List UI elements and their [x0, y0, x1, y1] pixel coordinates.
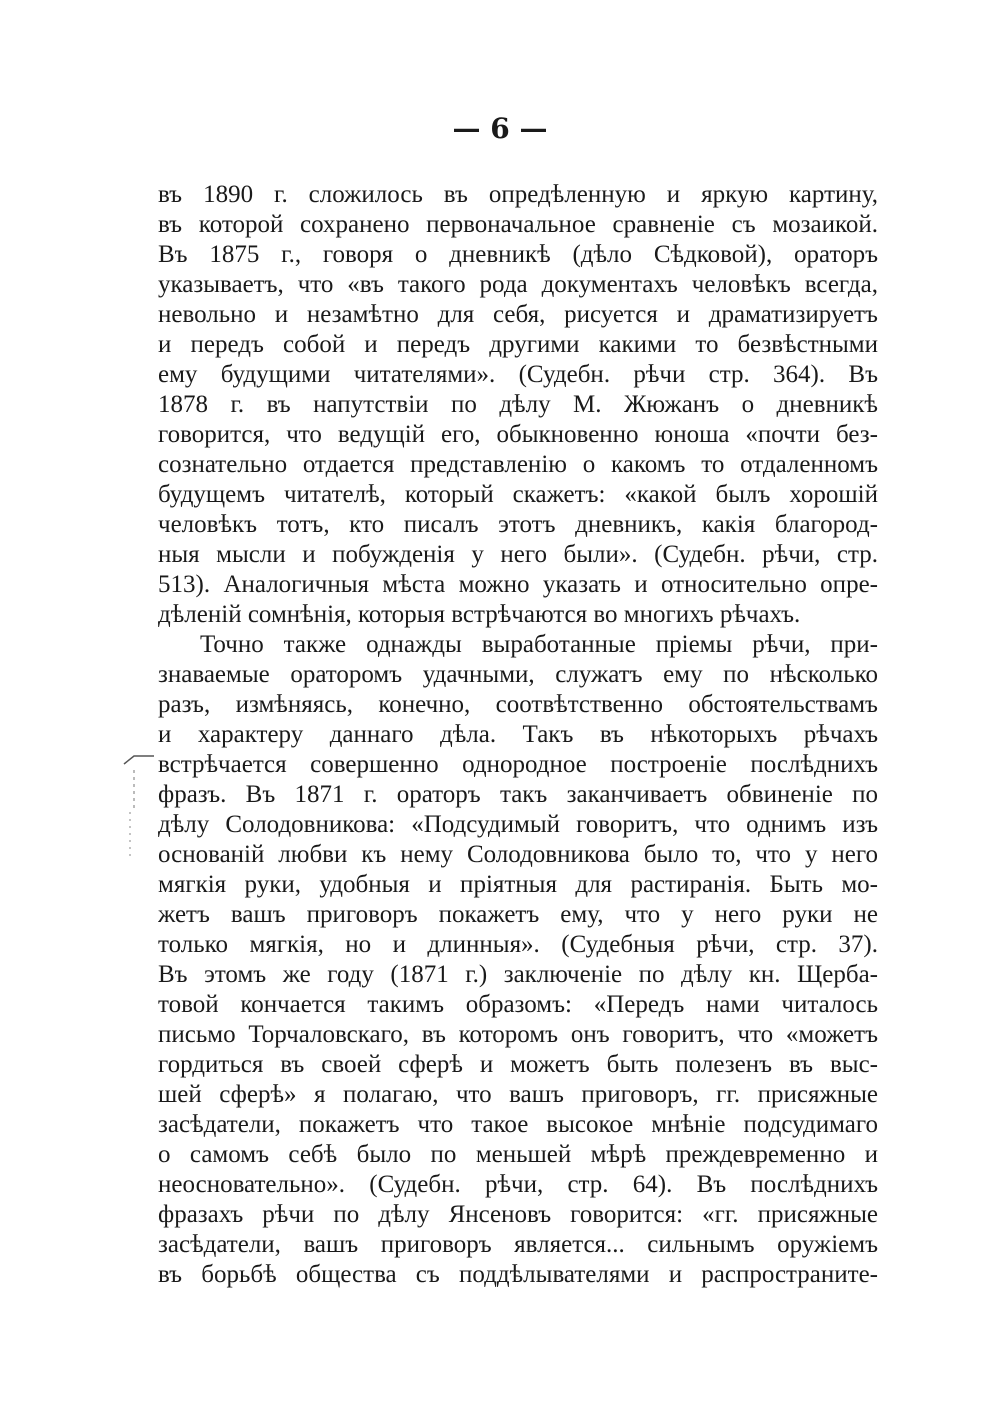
text-line: въ которой сохранено первоначальное сравненіе съ мозаикой. [158, 211, 878, 238]
text-line: товой кончается такимъ образомъ: «Передъ нами читалось [158, 991, 878, 1018]
text-line: фразъ. Въ 1871 г. ораторъ такъ заканчиваетъ обвиненіе по [158, 781, 878, 808]
text-line: 1878 г. въ напутствіи по дѣлу М. Жюжанъ о дневникѣ [158, 391, 878, 418]
text-line: въ борьбѣ общества съ поддѣлывателями и распространите- [158, 1261, 878, 1288]
text-line: засѣдатели, покажетъ что такое высокое мнѣніе подсудимаго [158, 1111, 878, 1138]
text-line: шей сферѣ» я полагаю, что вашъ приговоръ, гг. присяжные [158, 1081, 878, 1108]
text-line: Точно также однажды выработанные пріемы рѣчи, при- [200, 631, 878, 658]
text-line: Въ 1875 г., говоря о дневникѣ (дѣло Сѣдковой), ораторъ [158, 241, 878, 268]
text-line: указываетъ, что «въ такого рода документахъ человѣкъ всегда, [158, 271, 878, 298]
text-line: и характеру даннаго дѣла. Такъ въ нѣкоторыхъ рѣчахъ [158, 721, 878, 748]
text-line: дѣленій сомнѣнія, которыя встрѣчаются во многихъ рѣчахъ. [158, 601, 801, 628]
page-number: — 6 — [452, 112, 548, 145]
text-line: 513). Аналогичныя мѣста можно указать и относительно опре- [158, 571, 878, 598]
margin-bracket-mark [120, 752, 156, 862]
text-line: о самомъ себѣ было по меньшей мѣрѣ преждевременно и [158, 1141, 878, 1168]
text-line: дѣлу Солодовникова: «Подсудимый говоритъ, что однимъ изъ [158, 811, 878, 838]
text-line: фразахъ рѣчи по дѣлу Янсеновъ говорится: «гг. присяжные [158, 1201, 878, 1228]
text-line: и передъ собой и передъ другими какими то безвѣстными [158, 331, 878, 358]
text-line: будущемъ читателѣ, который скажетъ: «какой былъ хорошій [158, 481, 878, 508]
text-line: невольно и незамѣтно для себя, рисуется и драматизируетъ [158, 301, 878, 328]
text-line: засѣдатели, вашъ приговоръ является... сильнымъ оружіемъ [158, 1231, 878, 1258]
text-line: сознательно отдается представленію о какомъ то отдаленномъ [158, 451, 878, 478]
text-line: говорится, что ведущій его, обыкновенно юноша «почти без- [158, 421, 878, 448]
text-line: письмо Торчаловскаго, въ которомъ онъ говоритъ, что «можетъ [158, 1021, 878, 1048]
text-line: знаваемые ораторомъ удачными, служатъ ему по нѣсколько [158, 661, 878, 688]
text-line: жетъ вашъ приговоръ покажетъ ему, что у него руки не [158, 901, 878, 928]
text-line: человѣкъ тотъ, кто писалъ этотъ дневникъ, какія благород- [158, 511, 878, 538]
text-line: въ 1890 г. сложилось въ опредѣленную и яркую картину, [158, 181, 878, 208]
text-line: ныя мысли и побужденія у него были». (Судебн. рѣчи, стр. [158, 541, 878, 568]
text-line: Въ этомъ же году (1871 г.) заключеніе по дѣлу кн. Щерба- [158, 961, 878, 988]
text-line: ему будущими читателями». (Судебн. рѣчи стр. 364). Въ [158, 361, 878, 388]
text-line: встрѣчается совершенно однородное построеніе послѣднихъ [158, 751, 878, 778]
text-line: неосновательно». (Судебн. рѣчи, стр. 64). Въ послѣднихъ [158, 1171, 878, 1198]
text-line: основаній любви къ нему Солодовникова было то, что у него [158, 841, 878, 868]
text-line: только мягкія, но и длинныя». (Судебныя рѣчи, стр. 37). [158, 931, 878, 958]
text-line: мягкія руки, удобныя и пріятныя для растиранія. Быть мо- [158, 871, 878, 898]
text-line: разъ, измѣняясь, конечно, соотвѣтственно обстоятельствамъ [158, 691, 878, 718]
text-line: гордиться въ своей сферѣ и можетъ быть полезенъ въ выс- [158, 1051, 878, 1078]
